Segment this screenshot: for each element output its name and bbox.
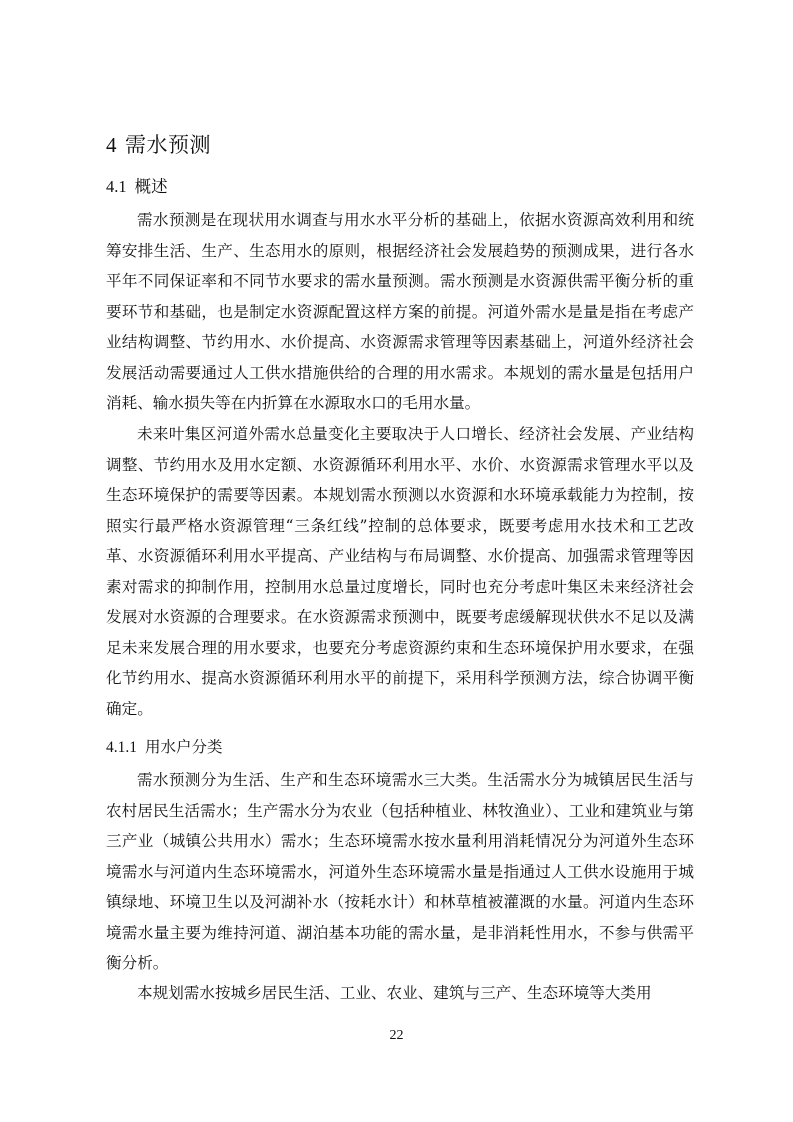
- chapter-title: 需水预测: [125, 133, 211, 157]
- body-paragraph: 本规划需水按城乡居民生活、工业、农业、建筑与三产、生态环境等大类用: [137, 984, 652, 1002]
- chapter-heading: [106, 130, 211, 160]
- section-number: 4.1: [106, 177, 127, 196]
- body-paragraph: 未来叶集区河道外需水总量变化主要取决于人口增长、经济社会发展、产业结构调整、节约用水及用水定额、水资源循环利用水平、水价、水资源需求管理水平以及生态环境保护的需要等因素。本规划需水预测以水资源和水环境承载能力为控制，按照实行最严格水资源管理“三条红线”控制的总体要求，既要考虑用水技术和工艺改革、水资源循环利用水平提高、产业结构与布局调整、水价提高、加强需求管理等因素对需求的抑制作用，控制用水总量过度增长，同时也充分考虑叶集区未来经济社会发展对水资源的合理要求。在水资源需求预测中，既要考虑缓解现状供水不足以及满足未来发展合理的用水要求，也要充分考虑资源约束和生态环境保护用水要求，在强化节约用水、提高水资源循环利用水平的前提下，采用科学预测方法，综合协调平衡确定。: [106, 425, 694, 718]
- chapter-number: 4: [106, 133, 117, 157]
- body-paragraph: 需水预测分为生活、生产和生态环境需水三大类。生活需水分为城镇居民生活与农村居民生活需水；生产需水分为农业（包括种植业、林牧渔业）、工业和建筑业与第三产业（城镇公共用水）需水；生态环境需水按水量利用消耗情况分为河道外生态环境需水与河道内生态环境需水，河道外生态环境需水量是指通过人工供水设施用于城镇绿地、环境卫生以及河湖补水（按耗水计）和林草植被灌溉的水量。河道内生态环境需水量主要为维持河道、湖泊基本功能的需水量，是非消耗性用水，不参与供需平衡分析。: [106, 771, 694, 972]
- body-paragraph: 需水预测是在现状用水调查与用水水平分析的基础上，依据水资源高效利用和统筹安排生活、生产、生态用水的原则，根据经济社会发展趋势的预测成果，进行各水平年不同保证率和不同节水要求的需水量预测。需水预测是水资源供需平衡分析的重要环节和基础，也是制定水资源配置这样方案的前提。河道外需水是量是指在考虑产业结构调整、节约用水、水价提高、水资源需求管理等因素基础上，河道外经济社会发展活动需要通过人工供水措施供给的合理的用水需求。本规划的需水量是包括用户消耗、输水损失等在内折算在水源取水口的毛用水量。: [106, 211, 694, 412]
- section-heading: [106, 174, 168, 200]
- page-number: 22: [389, 1028, 404, 1043]
- subsection-number: 4.1.1: [106, 739, 137, 756]
- subsection-title: 用水户分类: [145, 738, 223, 756]
- subsection-heading: [106, 735, 223, 760]
- section-title: 概述: [134, 177, 168, 196]
